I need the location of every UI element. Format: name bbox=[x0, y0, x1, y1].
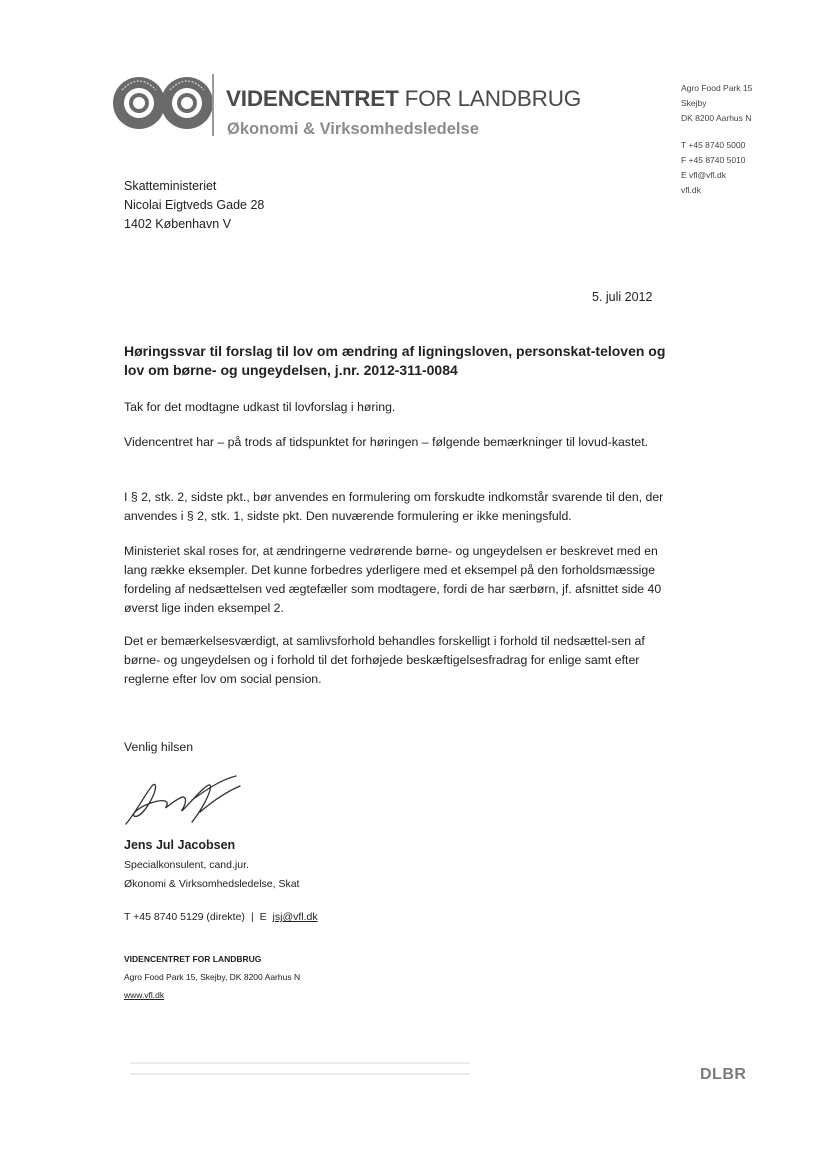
recipient-line: Nicolai Eigtveds Gade 28 bbox=[124, 198, 265, 212]
organization-title: VIDENCENTRET FOR LANDBRUG bbox=[226, 86, 582, 111]
sender-fax: F +45 8740 5010 bbox=[681, 155, 746, 165]
body-paragraph: Det er bemærkelsesværdigt, at samlivsforhold behandles forskelligt i forhold til nedsættel-sen af børne- og ungeydelsen og i forhold til det forhøjede beskæftigelsesfradrag for enlige samt efter reglerne efter lov om social pension. bbox=[124, 634, 645, 686]
letter-subject: Høringssvar til forslag til lov om ændring af ligningsloven, personskat-teloven og lov om børne- og ungeydelsen, j.nr. 2012-311-0084 bbox=[124, 343, 666, 378]
footer-faint-text bbox=[130, 1062, 470, 1086]
closing-salutation: Venlig hilsen bbox=[124, 740, 194, 754]
body-paragraph: Tak for det modtagne udkast til lovforslag i høring. bbox=[124, 400, 396, 414]
footer-organization-block bbox=[124, 950, 300, 1004]
footer-website-link[interactable]: www.vfl.dk bbox=[124, 990, 165, 1000]
department-subtitle: Økonomi & Virksomhedsledelse bbox=[227, 120, 479, 138]
logo-divider bbox=[212, 74, 214, 136]
contact-separator: | bbox=[250, 911, 254, 923]
dlbr-logo: DLBR bbox=[700, 1066, 747, 1083]
letter-date: 5. juli 2012 bbox=[592, 290, 653, 304]
signer-contact bbox=[124, 911, 318, 923]
recipient-address-block bbox=[124, 177, 264, 234]
sender-website[interactable]: vfl.dk bbox=[681, 185, 701, 195]
vfl-logo-icon bbox=[112, 74, 218, 132]
sender-address-block bbox=[681, 81, 752, 198]
sender-address-line: Agro Food Park 15 bbox=[681, 83, 753, 93]
signer-phone: T +45 8740 5129 (direkte) bbox=[124, 911, 245, 923]
body-paragraph: I § 2, stk. 2, sidste pkt., bør anvendes en formulering om forskudte indkomstår svarende til den, der anvendes i § 2, stk. 1, sidste pkt. Den nuværende formulering er ikke meningsfuld. bbox=[124, 490, 664, 523]
signer-name: Jens Jul Jacobsen bbox=[124, 838, 236, 852]
signer-email-link[interactable]: jsj@vfl.dk bbox=[272, 911, 318, 923]
signer-title: Specialkonsulent, cand.jur. bbox=[124, 859, 249, 871]
recipient-line: Skatteministeriet bbox=[124, 179, 217, 193]
sender-address-line: Skejby bbox=[681, 98, 707, 108]
body-paragraph: Ministeriet skal roses for, at ændringerne vedrørende børne- og ungeydelsen er beskrevet med en lang række eksempler. Det kunne forbedres yderligere med et eksempel på den forholdsmæssige fordeling af nedsættelsen ved ægtefæller som modtagere, fordi de har særbørn, jf. afsnittet side 40 øverst lige inden eksempel 2. bbox=[124, 544, 662, 615]
signature-icon bbox=[122, 772, 244, 830]
footer-address: Agro Food Park 15, Skejby, DK 8200 Aarhus N bbox=[124, 972, 301, 982]
footer-organization: VIDENCENTRET FOR LANDBRUG bbox=[124, 954, 262, 964]
body-paragraph: Videncentret har – på trods af tidspunktet for høringen – følgende bemærkninger til lovud-kastet. bbox=[124, 435, 649, 449]
recipient-line: 1402 København V bbox=[124, 217, 232, 231]
sender-phone: T +45 8740 5000 bbox=[681, 140, 746, 150]
sender-address-line: DK 8200 Aarhus N bbox=[681, 113, 752, 123]
signer-email-label: E bbox=[259, 911, 267, 923]
sender-email[interactable]: E vfl@vfl.dk bbox=[681, 170, 726, 180]
signer-title-block bbox=[124, 856, 299, 894]
signer-department: Økonomi & Virksomhedsledelse, Skat bbox=[124, 878, 300, 890]
